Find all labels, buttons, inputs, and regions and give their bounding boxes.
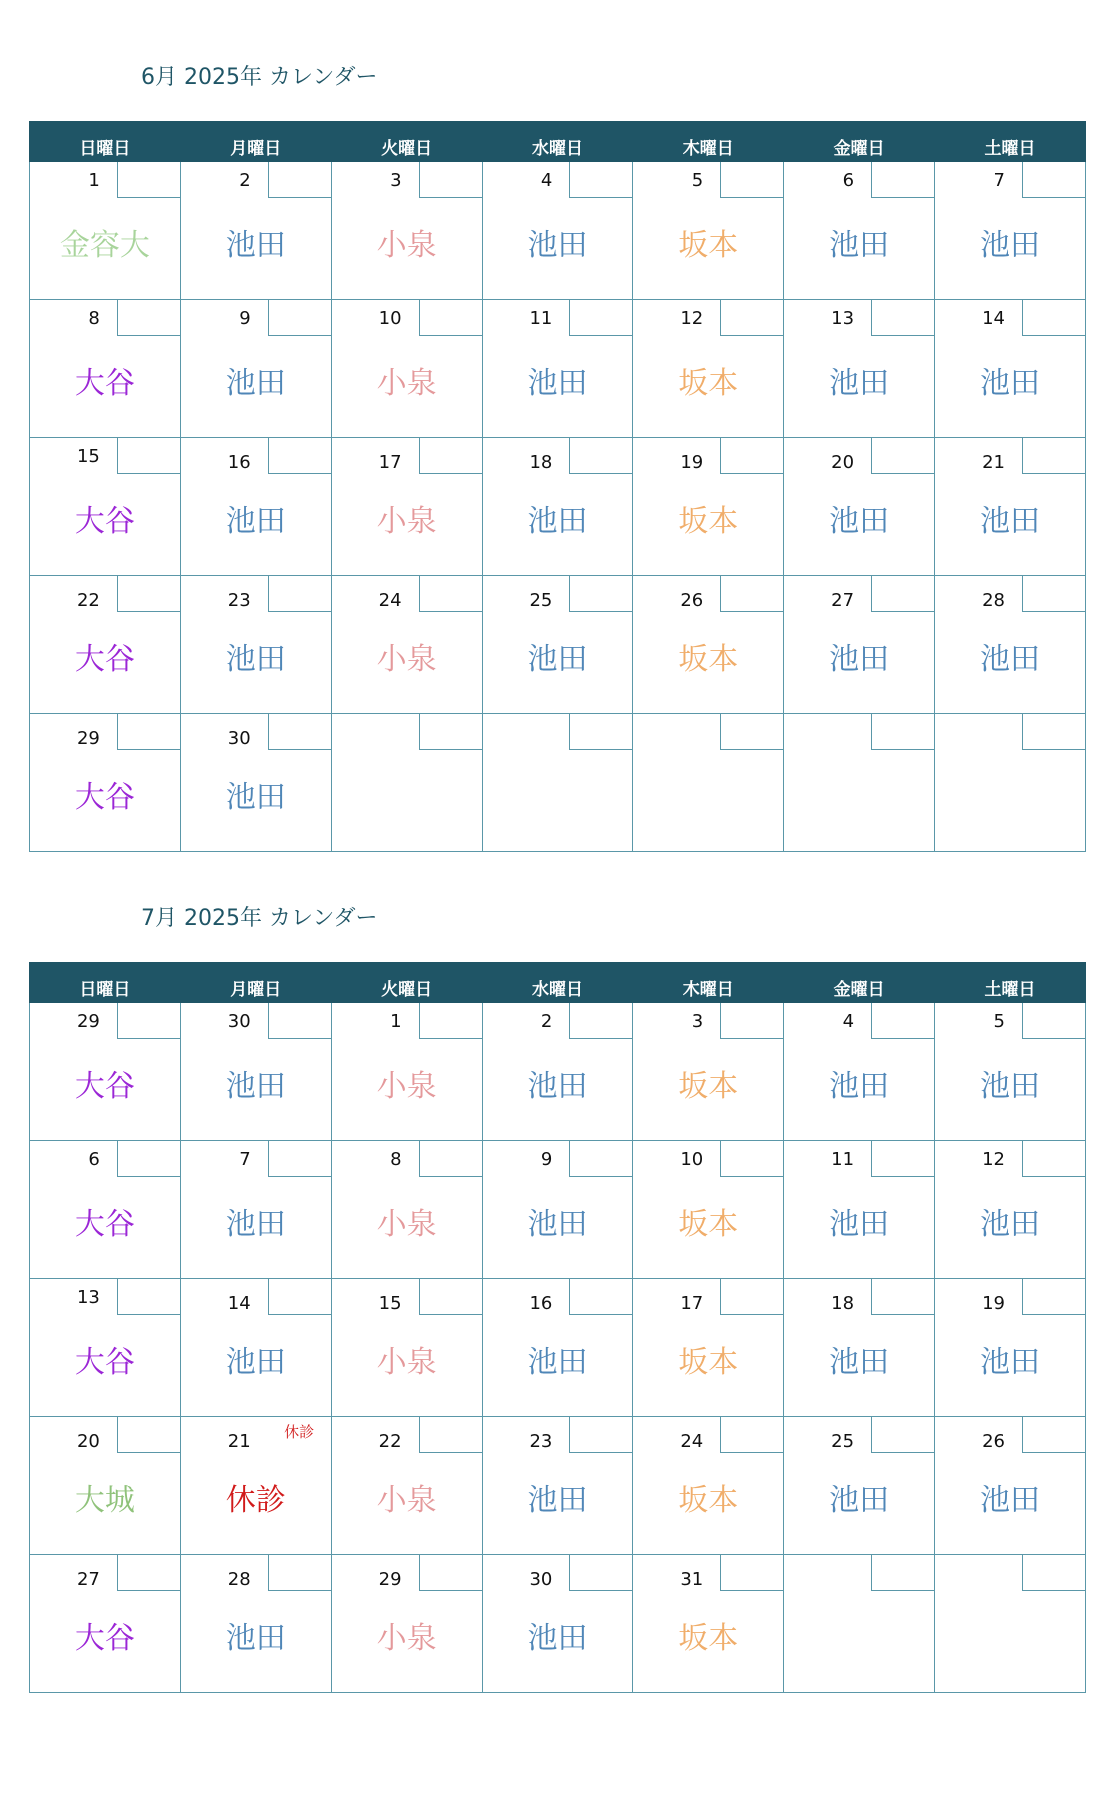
day-number: 14 bbox=[227, 1293, 251, 1314]
note-box bbox=[871, 300, 934, 336]
doctor-name: 池田 bbox=[829, 366, 890, 401]
doctor-name: 大谷 bbox=[74, 1207, 135, 1242]
day-number: 15 bbox=[378, 1293, 402, 1314]
day-number: 23 bbox=[227, 590, 251, 611]
day-cell[interactable] bbox=[633, 1141, 784, 1279]
doctor-name: 坂本 bbox=[678, 1345, 739, 1380]
day-number: 1 bbox=[390, 1011, 402, 1032]
week-row bbox=[30, 438, 1086, 576]
day-number: 7 bbox=[239, 1149, 251, 1170]
weekday-saturday: 土曜日 bbox=[935, 122, 1086, 162]
note-box bbox=[720, 714, 783, 750]
weekday-thursday: 木曜日 bbox=[633, 963, 784, 1003]
note-box bbox=[871, 714, 934, 750]
day-number: 30 bbox=[529, 1569, 553, 1590]
day-number: 12 bbox=[680, 308, 704, 329]
note-box bbox=[569, 300, 632, 336]
day-number: 22 bbox=[378, 1431, 402, 1452]
doctor-name: 大谷 bbox=[74, 1621, 135, 1656]
day-number: 13 bbox=[831, 308, 855, 329]
doctor-name: 池田 bbox=[225, 780, 286, 815]
day-number: 4 bbox=[842, 1011, 855, 1032]
doctor-name: 池田 bbox=[527, 228, 588, 263]
day-number: 11 bbox=[529, 308, 553, 329]
note-box bbox=[569, 1141, 632, 1177]
day-cell[interactable] bbox=[633, 438, 784, 576]
day-number: 19 bbox=[982, 1293, 1005, 1314]
day-cell[interactable] bbox=[935, 1141, 1086, 1279]
day-number: 11 bbox=[831, 1149, 855, 1170]
doctor-name: 坂本 bbox=[678, 1069, 739, 1104]
day-cell[interactable] bbox=[180, 300, 331, 438]
day-cell[interactable] bbox=[935, 300, 1086, 438]
doctor-name: 池田 bbox=[225, 1207, 286, 1242]
note-box bbox=[419, 714, 482, 750]
day-cell[interactable] bbox=[935, 1279, 1086, 1417]
day-number: 28 bbox=[982, 590, 1005, 611]
note-box bbox=[871, 162, 934, 198]
day-cell[interactable] bbox=[935, 1417, 1086, 1555]
day-cell[interactable] bbox=[30, 714, 181, 852]
day-cell[interactable] bbox=[633, 1003, 784, 1141]
note-box bbox=[117, 1141, 180, 1177]
doctor-name: 大城 bbox=[74, 1483, 135, 1518]
day-cell[interactable] bbox=[482, 714, 633, 852]
day-cell[interactable] bbox=[935, 714, 1086, 852]
note-box bbox=[720, 576, 783, 612]
week-row bbox=[30, 1279, 1086, 1417]
day-cell[interactable] bbox=[482, 1279, 633, 1417]
note-box bbox=[871, 1555, 934, 1591]
doctor-name: 大谷 bbox=[74, 366, 135, 401]
doctor-name: 小泉 bbox=[376, 1345, 437, 1380]
doctor-name: 大谷 bbox=[74, 1069, 135, 1104]
doctor-name: 大谷 bbox=[74, 780, 135, 815]
day-number: 25 bbox=[529, 590, 553, 611]
weekday-friday: 金曜日 bbox=[784, 963, 935, 1003]
day-number: 27 bbox=[76, 1569, 100, 1590]
day-number: 9 bbox=[540, 1149, 553, 1170]
day-number: 2 bbox=[239, 170, 251, 191]
day-number: 3 bbox=[390, 170, 402, 191]
doctor-name: 池田 bbox=[980, 1207, 1041, 1242]
note-box bbox=[720, 300, 783, 336]
note-box bbox=[720, 1003, 783, 1039]
doctor-name: 池田 bbox=[527, 1069, 588, 1104]
note-box bbox=[419, 300, 482, 336]
weekday-wednesday: 水曜日 bbox=[482, 122, 633, 162]
weekday-monday: 月曜日 bbox=[180, 963, 331, 1003]
doctor-name: 池田 bbox=[829, 1483, 890, 1518]
day-cell[interactable] bbox=[935, 1003, 1086, 1141]
day-number: 4 bbox=[540, 170, 553, 191]
day-cell[interactable] bbox=[180, 1003, 331, 1141]
note-box bbox=[871, 1417, 934, 1453]
note-box: 休診 bbox=[284, 1423, 315, 1441]
note-box bbox=[569, 162, 632, 198]
note-box bbox=[871, 1141, 934, 1177]
day-cell[interactable] bbox=[784, 1417, 935, 1555]
doctor-name: 小泉 bbox=[376, 1483, 437, 1518]
day-cell[interactable] bbox=[935, 1555, 1086, 1693]
doctor-name: 休診 bbox=[225, 1483, 286, 1518]
day-cell[interactable] bbox=[331, 1141, 482, 1279]
doctor-name: 金容大 bbox=[59, 228, 150, 263]
day-cell[interactable] bbox=[30, 1279, 181, 1417]
weekday-sunday: 日曜日 bbox=[30, 963, 181, 1003]
day-cell[interactable] bbox=[633, 1417, 784, 1555]
day-cell[interactable] bbox=[482, 438, 633, 576]
day-cell[interactable] bbox=[784, 1555, 935, 1693]
doctor-name: 池田 bbox=[225, 1069, 286, 1104]
weekday-header-row bbox=[30, 963, 1086, 1003]
day-cell[interactable] bbox=[633, 1279, 784, 1417]
day-cell[interactable] bbox=[30, 300, 181, 438]
note-box bbox=[720, 438, 783, 474]
weekday-friday: 金曜日 bbox=[784, 122, 935, 162]
day-cell[interactable] bbox=[784, 576, 935, 714]
day-cell[interactable] bbox=[30, 1555, 181, 1693]
day-number: 13 bbox=[76, 1287, 100, 1308]
day-cell[interactable] bbox=[30, 576, 181, 714]
day-number: 18 bbox=[529, 452, 553, 473]
day-number: 9 bbox=[239, 308, 251, 329]
day-number: 29 bbox=[76, 1011, 100, 1032]
doctor-name: 小泉 bbox=[376, 1207, 437, 1242]
day-number: 18 bbox=[831, 1293, 855, 1314]
note-box bbox=[117, 1417, 180, 1453]
note-box bbox=[871, 438, 934, 474]
day-number: 30 bbox=[227, 1011, 251, 1032]
day-cell[interactable] bbox=[784, 300, 935, 438]
day-number: 21 bbox=[982, 452, 1005, 473]
note-box bbox=[1022, 300, 1085, 336]
note-box bbox=[569, 714, 632, 750]
day-cell[interactable] bbox=[633, 162, 784, 300]
day-number: 8 bbox=[390, 1149, 402, 1170]
doctor-name: 池田 bbox=[980, 1345, 1041, 1380]
day-cell[interactable] bbox=[331, 1279, 482, 1417]
note-box bbox=[720, 1417, 783, 1453]
note-box bbox=[419, 1555, 482, 1591]
day-cell[interactable] bbox=[482, 1555, 633, 1693]
day-number: 16 bbox=[529, 1293, 553, 1314]
note-box bbox=[117, 438, 180, 474]
doctor-name: 坂本 bbox=[678, 1483, 739, 1518]
calendar-table bbox=[29, 121, 1086, 852]
note-box bbox=[268, 1279, 331, 1315]
day-cell[interactable] bbox=[30, 1417, 181, 1555]
day-number: 16 bbox=[227, 452, 251, 473]
note-box bbox=[268, 300, 331, 336]
day-cell[interactable] bbox=[784, 1141, 935, 1279]
day-cell[interactable] bbox=[482, 576, 633, 714]
note-box bbox=[419, 576, 482, 612]
day-number: 24 bbox=[680, 1431, 704, 1452]
day-number: 7 bbox=[993, 170, 1005, 191]
day-cell[interactable] bbox=[30, 1141, 181, 1279]
doctor-name: 坂本 bbox=[678, 366, 739, 401]
note-box bbox=[720, 1141, 783, 1177]
weekday-wednesday: 水曜日 bbox=[482, 963, 633, 1003]
day-number: 1 bbox=[88, 170, 100, 191]
note-box bbox=[419, 1003, 482, 1039]
doctor-name: 池田 bbox=[829, 1345, 890, 1380]
week-row bbox=[30, 162, 1086, 300]
note-box bbox=[871, 1003, 934, 1039]
note-box bbox=[268, 714, 331, 750]
day-cell[interactable] bbox=[482, 300, 633, 438]
note-box bbox=[419, 162, 482, 198]
doctor-name: 池田 bbox=[225, 1621, 286, 1656]
day-number: 17 bbox=[680, 1293, 704, 1314]
day-number: 2 bbox=[540, 1011, 553, 1032]
day-cell[interactable] bbox=[180, 576, 331, 714]
doctor-name: 小泉 bbox=[376, 1069, 437, 1104]
note-box bbox=[268, 1555, 331, 1591]
day-number: 14 bbox=[982, 308, 1005, 329]
doctor-name: 小泉 bbox=[376, 228, 437, 263]
doctor-name: 池田 bbox=[527, 1207, 588, 1242]
week-row bbox=[30, 1141, 1086, 1279]
doctor-name: 池田 bbox=[829, 1207, 890, 1242]
doctor-name: 小泉 bbox=[376, 642, 437, 677]
day-number: 17 bbox=[378, 452, 402, 473]
note-box bbox=[720, 1555, 783, 1591]
day-cell[interactable] bbox=[935, 576, 1086, 714]
doctor-name: 坂本 bbox=[678, 504, 739, 539]
day-cell[interactable] bbox=[331, 1003, 482, 1141]
day-number: 20 bbox=[76, 1431, 100, 1452]
day-cell[interactable] bbox=[180, 1555, 331, 1693]
note-box bbox=[1022, 1141, 1085, 1177]
day-cell[interactable] bbox=[30, 162, 181, 300]
day-number: 29 bbox=[76, 728, 100, 749]
doctor-name: 池田 bbox=[829, 1069, 890, 1104]
day-cell[interactable] bbox=[180, 1417, 331, 1555]
week-row bbox=[30, 1003, 1086, 1141]
note-box bbox=[1022, 1555, 1085, 1591]
day-number: 8 bbox=[88, 308, 100, 329]
day-number: 25 bbox=[831, 1431, 855, 1452]
day-cell[interactable] bbox=[784, 162, 935, 300]
weekday-header-row bbox=[30, 122, 1086, 162]
day-number: 21 bbox=[227, 1431, 251, 1452]
note-box bbox=[419, 438, 482, 474]
day-number: 24 bbox=[378, 590, 402, 611]
note-box bbox=[569, 438, 632, 474]
doctor-name: 池田 bbox=[980, 366, 1041, 401]
doctor-name: 池田 bbox=[980, 504, 1041, 539]
doctor-name: 大谷 bbox=[74, 642, 135, 677]
doctor-name: 池田 bbox=[527, 1621, 588, 1656]
note-box bbox=[569, 1417, 632, 1453]
day-number: 26 bbox=[680, 590, 704, 611]
note-box bbox=[117, 162, 180, 198]
day-cell[interactable] bbox=[30, 438, 181, 576]
month-title: 7月 2025年 カレンダー bbox=[141, 906, 378, 931]
note-box bbox=[117, 576, 180, 612]
doctor-name: 大谷 bbox=[74, 1345, 135, 1380]
day-number: 22 bbox=[76, 590, 100, 611]
day-cell[interactable] bbox=[331, 438, 482, 576]
doctor-name: 池田 bbox=[225, 504, 286, 539]
calendar-table bbox=[29, 962, 1086, 1693]
day-cell[interactable] bbox=[784, 1003, 935, 1141]
weekday-thursday: 木曜日 bbox=[633, 122, 784, 162]
day-cell[interactable] bbox=[784, 438, 935, 576]
note-box bbox=[419, 1141, 482, 1177]
day-number: 12 bbox=[982, 1149, 1005, 1170]
doctor-name: 小泉 bbox=[376, 504, 437, 539]
doctor-name: 池田 bbox=[829, 642, 890, 677]
doctor-name: 池田 bbox=[225, 228, 286, 263]
doctor-name: 池田 bbox=[527, 504, 588, 539]
note-box bbox=[268, 1141, 331, 1177]
doctor-name: 池田 bbox=[527, 1483, 588, 1518]
doctor-name: 池田 bbox=[980, 228, 1041, 263]
day-cell[interactable] bbox=[180, 714, 331, 852]
doctor-name: 大谷 bbox=[74, 504, 135, 539]
doctor-name: 小泉 bbox=[376, 1621, 437, 1656]
day-cell[interactable] bbox=[331, 1417, 482, 1555]
doctor-name: 池田 bbox=[527, 642, 588, 677]
note-box bbox=[117, 714, 180, 750]
note-box bbox=[569, 576, 632, 612]
day-cell[interactable] bbox=[482, 1003, 633, 1141]
doctor-name: 池田 bbox=[829, 504, 890, 539]
day-cell[interactable] bbox=[633, 300, 784, 438]
day-cell[interactable] bbox=[633, 714, 784, 852]
doctor-name: 池田 bbox=[527, 1345, 588, 1380]
weekday-monday: 月曜日 bbox=[180, 122, 331, 162]
note-box bbox=[1022, 438, 1085, 474]
week-row bbox=[30, 714, 1086, 852]
note-box bbox=[1022, 714, 1085, 750]
doctor-name: 小泉 bbox=[376, 366, 437, 401]
note-box bbox=[720, 1279, 783, 1315]
day-number: 30 bbox=[227, 728, 251, 749]
doctor-name: 池田 bbox=[527, 366, 588, 401]
doctor-name: 池田 bbox=[225, 642, 286, 677]
note-box bbox=[419, 1417, 482, 1453]
day-cell[interactable] bbox=[482, 1417, 633, 1555]
note-box bbox=[268, 576, 331, 612]
week-row bbox=[30, 576, 1086, 714]
doctor-name: 坂本 bbox=[678, 228, 739, 263]
note-box bbox=[1022, 1279, 1085, 1315]
day-cell[interactable] bbox=[180, 1141, 331, 1279]
weekday-tuesday: 火曜日 bbox=[331, 122, 482, 162]
note-box bbox=[117, 1003, 180, 1039]
note-box bbox=[1022, 576, 1085, 612]
doctor-name: 池田 bbox=[225, 366, 286, 401]
week-row bbox=[30, 1555, 1086, 1693]
day-number: 5 bbox=[993, 1011, 1005, 1032]
note-box bbox=[117, 1555, 180, 1591]
day-cell[interactable] bbox=[331, 300, 482, 438]
day-cell[interactable] bbox=[784, 714, 935, 852]
week-row bbox=[30, 300, 1086, 438]
doctor-name: 坂本 bbox=[678, 1207, 739, 1242]
note-box bbox=[569, 1279, 632, 1315]
day-number: 20 bbox=[831, 452, 855, 473]
day-cell[interactable] bbox=[633, 576, 784, 714]
note-box bbox=[268, 1003, 331, 1039]
day-cell[interactable] bbox=[784, 1279, 935, 1417]
day-cell[interactable] bbox=[935, 438, 1086, 576]
day-number: 6 bbox=[842, 170, 855, 191]
day-cell[interactable] bbox=[180, 162, 331, 300]
note-box bbox=[720, 162, 783, 198]
day-cell[interactable] bbox=[482, 1141, 633, 1279]
month-title: 6月 2025年 カレンダー bbox=[141, 65, 378, 90]
day-cell[interactable] bbox=[180, 1279, 331, 1417]
day-number: 15 bbox=[76, 446, 100, 467]
day-cell[interactable] bbox=[935, 162, 1086, 300]
doctor-name: 池田 bbox=[980, 1483, 1041, 1518]
day-number: 6 bbox=[88, 1149, 100, 1170]
day-number: 23 bbox=[529, 1431, 553, 1452]
day-cell[interactable] bbox=[331, 576, 482, 714]
day-cell[interactable] bbox=[180, 438, 331, 576]
day-number: 27 bbox=[831, 590, 855, 611]
day-number: 28 bbox=[227, 1569, 251, 1590]
weekday-saturday: 土曜日 bbox=[935, 963, 1086, 1003]
doctor-name: 池田 bbox=[980, 642, 1041, 677]
note-box bbox=[268, 438, 331, 474]
weekday-sunday: 日曜日 bbox=[30, 122, 181, 162]
doctor-name: 坂本 bbox=[678, 1621, 739, 1656]
day-number: 10 bbox=[680, 1149, 704, 1170]
doctor-name: 池田 bbox=[980, 1069, 1041, 1104]
doctor-name: 池田 bbox=[829, 228, 890, 263]
day-cell[interactable] bbox=[331, 1555, 482, 1693]
note-box bbox=[1022, 1003, 1085, 1039]
day-cell[interactable] bbox=[482, 162, 633, 300]
day-cell[interactable] bbox=[633, 1555, 784, 1693]
doctor-name: 池田 bbox=[225, 1345, 286, 1380]
day-number: 31 bbox=[680, 1569, 704, 1590]
weekday-tuesday: 火曜日 bbox=[331, 963, 482, 1003]
note-box bbox=[871, 1279, 934, 1315]
note-box bbox=[1022, 162, 1085, 198]
note-box bbox=[569, 1003, 632, 1039]
day-cell[interactable] bbox=[30, 1003, 181, 1141]
day-cell[interactable] bbox=[331, 714, 482, 852]
day-number: 29 bbox=[378, 1569, 402, 1590]
day-cell[interactable] bbox=[331, 162, 482, 300]
note-box bbox=[117, 1279, 180, 1315]
doctor-name: 坂本 bbox=[678, 642, 739, 677]
note-box bbox=[117, 300, 180, 336]
day-number: 5 bbox=[691, 170, 704, 191]
note-box bbox=[268, 162, 331, 198]
note-box bbox=[419, 1279, 482, 1315]
note-box bbox=[871, 576, 934, 612]
day-number: 3 bbox=[691, 1011, 704, 1032]
note-box bbox=[569, 1555, 632, 1591]
week-row bbox=[30, 1417, 1086, 1555]
day-number: 26 bbox=[982, 1431, 1005, 1452]
day-number: 19 bbox=[680, 452, 704, 473]
note-box bbox=[1022, 1417, 1085, 1453]
day-number: 10 bbox=[378, 308, 402, 329]
